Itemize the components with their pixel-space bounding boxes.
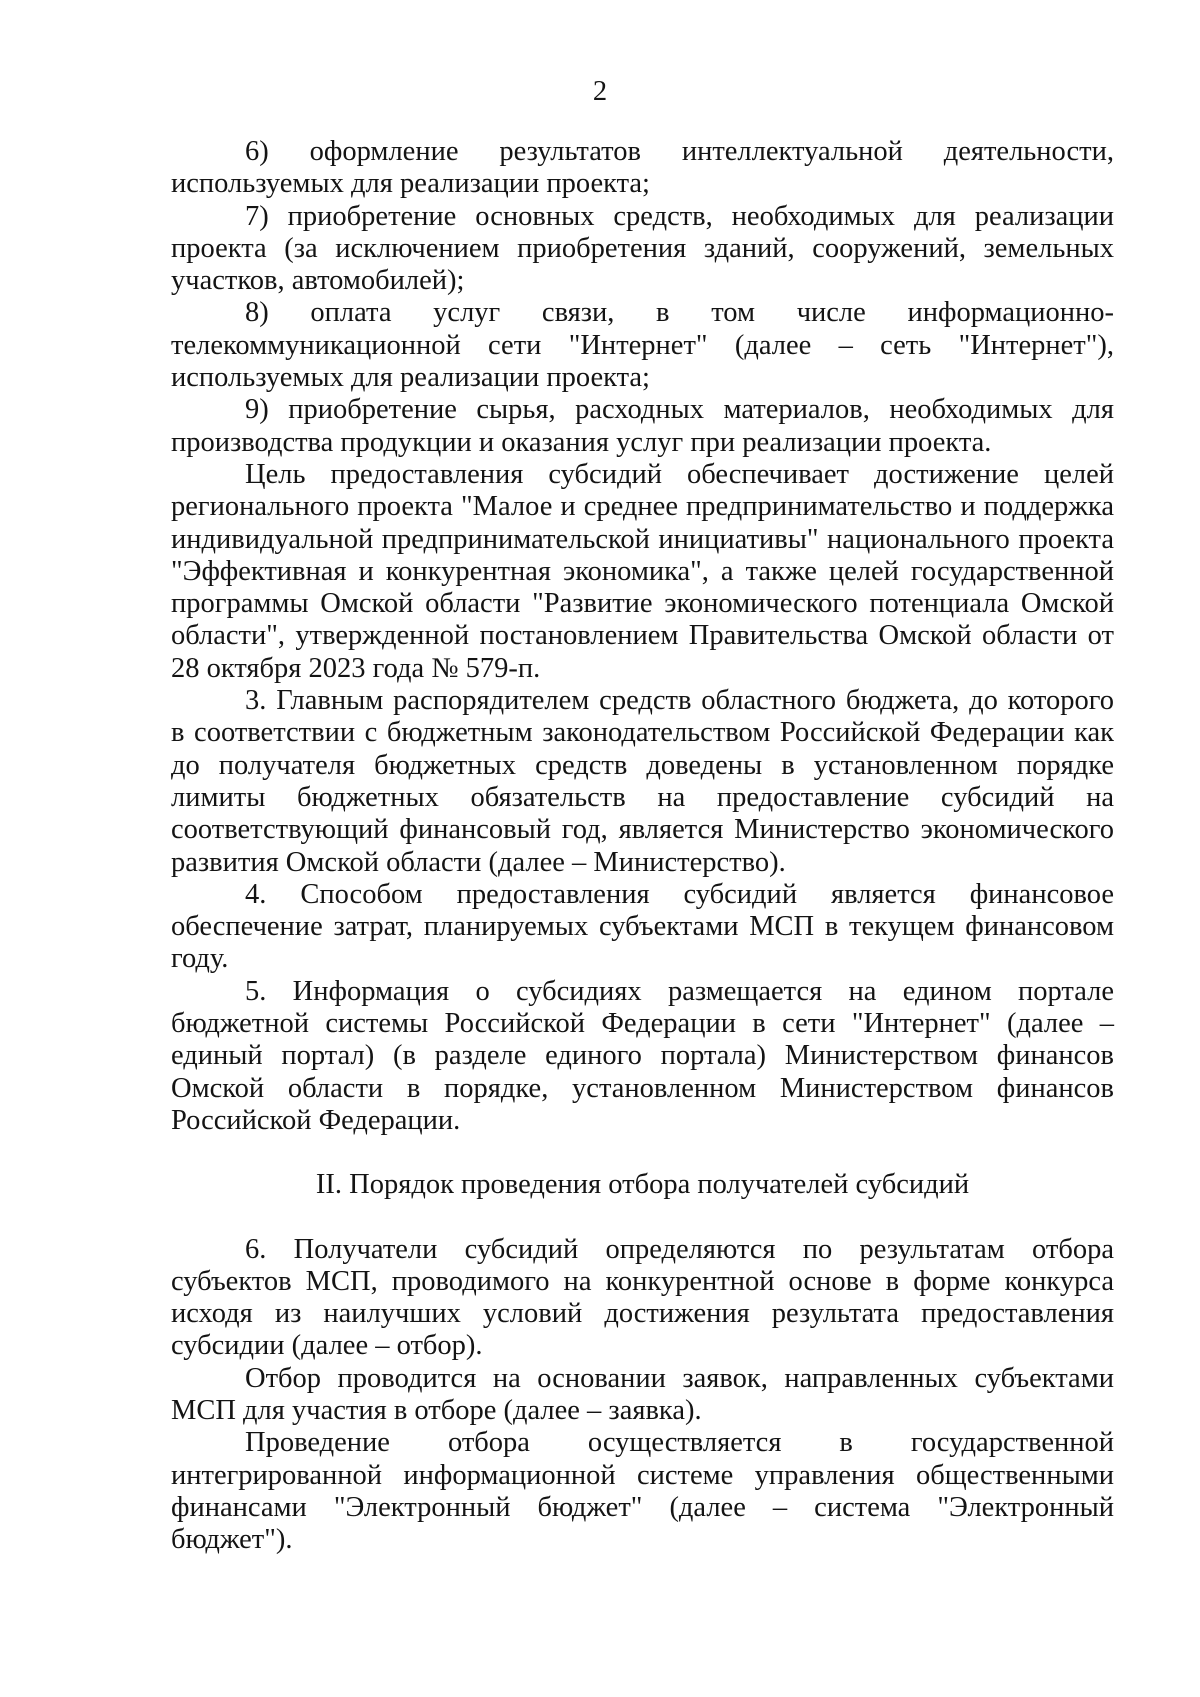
page-number: 2 bbox=[592, 76, 608, 107]
document-body bbox=[171, 136, 1114, 1556]
paragraph-6: 6. Получатели субсидий определяются по результатам отбора субъектов МСП, проводимого на конкурентной основе в форме конкурса исходя из наилучших условий достижения результата предоставления субсидии (далее – отбор). bbox=[171, 1233, 1114, 1362]
paragraph-selection-system: Проведение отбора осуществляется в государственной интегрированной информационной системе управления общественными финансами "Электронный бюджет" (далее – система "Электронный бюджет"). bbox=[171, 1427, 1114, 1556]
paragraph-3: 3. Главным распорядителем средств областного бюджета, до которого в соответствии с бюджетным законодательством Российской Федерации как до получателя бюджетных средств доведены в установленном порядке лимиты бюджетных обязательств на предоставление субсидий на соответствующий финансовый год, является Министерство экономического развития Омской области (далее – Министерство). bbox=[171, 685, 1114, 878]
paragraph-subsidy-goal: Цель предоставления субсидий обеспечивает достижение целей регионального проекта "Малое и среднее предпринимательство и поддержка индивидуальной предпринимательской инициативы" национального проекта "Эффективная и конкурентная экономика", а также целей государственной программы Омской области "Развитие экономического потенциала Омской области", утвержденной постановлением Правительства Омской области от 28 октября 2023 года № 579-п. bbox=[171, 458, 1114, 684]
paragraph-4: 4. Способом предоставления субсидий является финансовое обеспечение затрат, планируемых субъектами МСП в текущем финансовом году. bbox=[171, 878, 1114, 975]
list-item-9: 9) приобретение сырья, расходных материалов, необходимых для производства продукции и оказания услуг при реализации проекта. bbox=[171, 394, 1114, 458]
list-item-6: 6) оформление результатов интеллектуальной деятельности, используемых для реализации проекта; bbox=[171, 136, 1114, 200]
section-heading: II. Порядок проведения отбора получателей субсидий bbox=[315, 1169, 970, 1201]
list-item-8: 8) оплата услуг связи, в том числе информационно-телекоммуникационной сети "Интернет" (далее – сеть "Интернет"), используемых для реализации проекта; bbox=[171, 297, 1114, 394]
paragraph-5: 5. Информация о субсидиях размещается на едином портале бюджетной системы Российской Федерации в сети "Интернет" (далее – единый портал) (в разделе единого портала) Министерством финансов Омской области в порядке, установленном Министерством финансов Российской Федерации. bbox=[171, 975, 1114, 1136]
list-item-7: 7) приобретение основных средств, необходимых для реализации проекта (за исключением приобретения зданий, сооружений, земельных участков, автомобилей); bbox=[171, 200, 1114, 297]
paragraph-selection-basis: Отбор проводится на основании заявок, направленных субъектами МСП для участия в отборе (далее – заявка). bbox=[171, 1362, 1114, 1426]
